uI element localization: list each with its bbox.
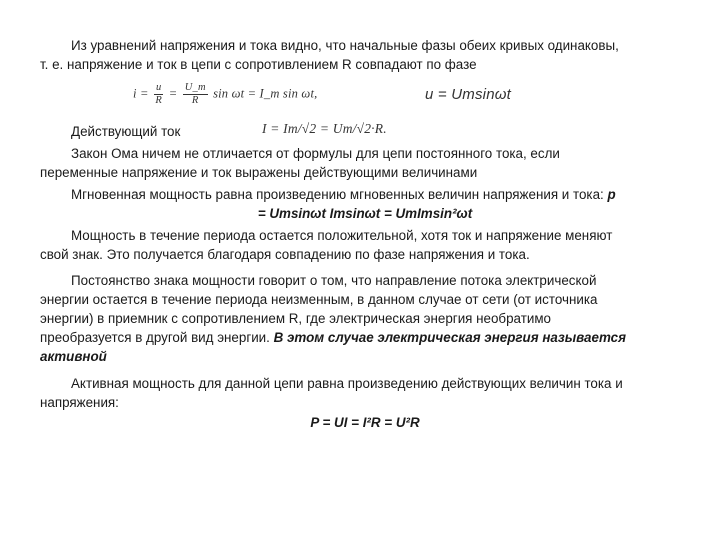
- formula-fraction-um-over-r: [183, 82, 208, 107]
- power-symbol: p: [607, 187, 616, 202]
- period-line1: Мощность в течение периода остается положительной, хотя ток и напряжение меняют: [71, 228, 613, 243]
- period-line2: свой знак. Это получается благодаря совпадению по фазе напряжения и тока.: [40, 247, 530, 262]
- paragraph-phase-line1: Из уравнений напряжения и тока видно, что начальные фазы обеих кривых одинаковы,: [71, 38, 619, 53]
- active-power-line1: Активная мощность для данной цепи равна произведению действующих величин тока и: [71, 376, 623, 391]
- paragraph-phase-line2: т. е. напряжение и ток в цепи с сопротивлением R совпадают по фазе: [40, 57, 477, 72]
- sign-line2: энергии остается в течение периода неизменным, в данном случае от сети (от источника: [40, 292, 598, 307]
- sign-line3: энергии) в приемник с сопротивлением R, где электрическая энергия необратимо: [40, 311, 551, 326]
- formula-current-eq: =: [168, 86, 181, 101]
- power-definition-text: Мгновенная мощность равна произведению мгновенных величин напряжения и тока:: [71, 187, 608, 202]
- formula-voltage: u = Umsinωt: [425, 86, 511, 103]
- fraction-denominator: R: [191, 95, 199, 106]
- active-energy-definition: В этом случае электрическая энергия называется: [273, 330, 627, 345]
- formula-effective-current-image: I = Im/√2 = Um/√2·R.: [262, 121, 387, 136]
- power-definition-line1: [40, 185, 690, 204]
- fraction-denominator: R: [155, 95, 162, 106]
- formula-fraction-u-over-r: [154, 82, 163, 107]
- ohm-law-line1: Закон Ома ничем не отличается от формулы для цепи постоянного тока, если: [71, 146, 560, 161]
- sign-line4-text: преобразуется в другой вид энергии.: [40, 330, 274, 345]
- fraction-numerator: u: [155, 82, 162, 93]
- effective-current-label: Действующий ток: [71, 124, 181, 139]
- power-formula: = Umsinωt Imsinωt = UmImsin²ωt: [257, 206, 473, 221]
- formula-current-tail: sin ωt = I_m sin ωt,: [213, 86, 318, 101]
- active-term: активной: [40, 349, 107, 364]
- fraction-numerator: U_m: [184, 82, 206, 93]
- sign-line4: [40, 328, 690, 347]
- formula-current-lhs: i =: [133, 86, 152, 101]
- final-power-formula: P = UI = I²R = U²R: [310, 415, 420, 430]
- sign-line1: Постоянство знака мощности говорит о том, что направление потока электрической: [71, 273, 597, 288]
- formula-current-image: [133, 82, 317, 107]
- ohm-law-line2: переменные напряжение и ток выражены действующими величинами: [40, 165, 478, 180]
- active-power-line2: напряжения:: [40, 395, 119, 410]
